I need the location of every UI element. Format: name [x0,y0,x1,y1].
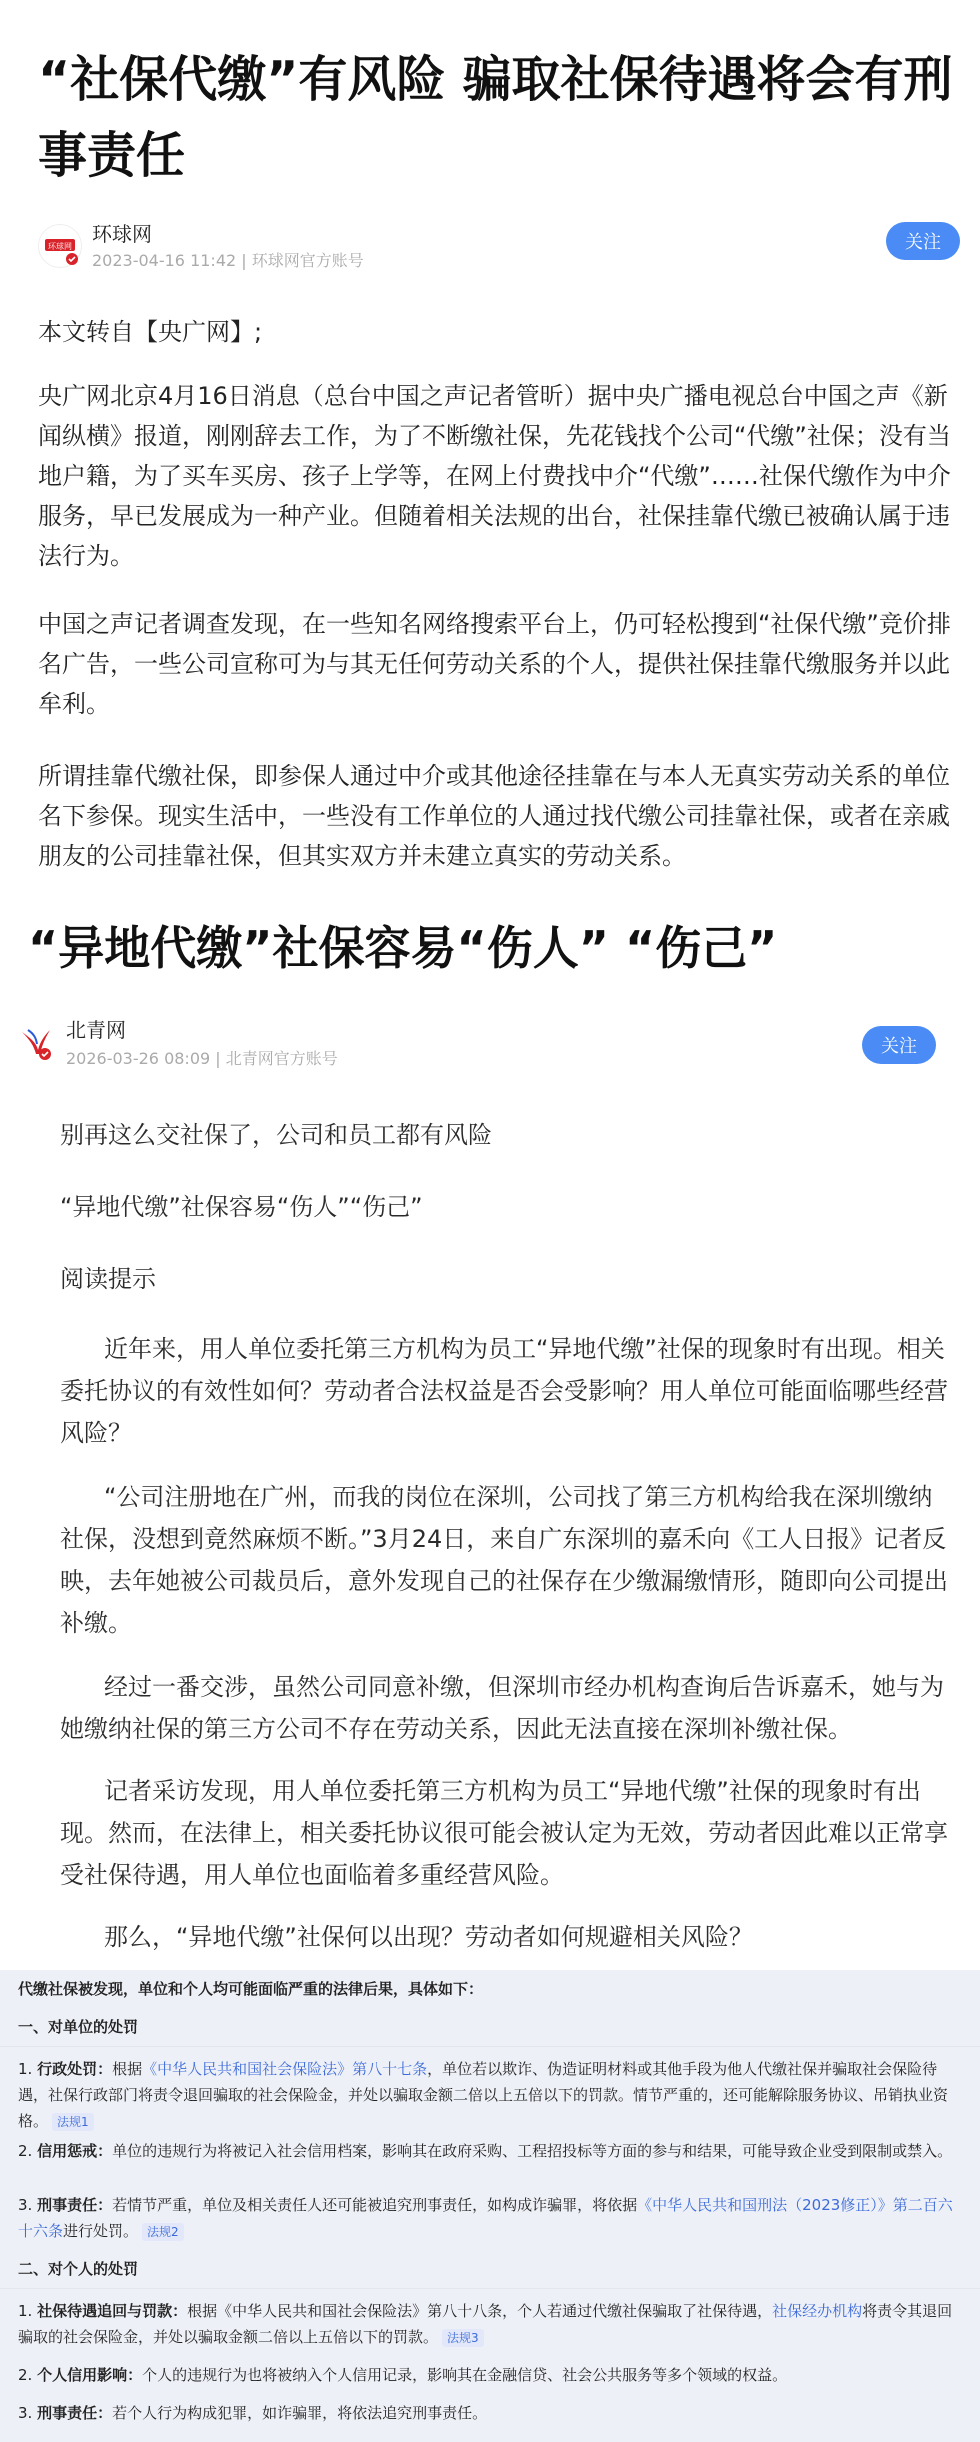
section-heading: 二、对个人的处罚 [18,2260,139,2278]
list-item: 3. 刑事责任：若情节严重，单位及相关责任人还可能被追究刑事责任，如构成诈骗罪，将依据《中华人民共和国刑法（2023修正）》第二百六十六条进行处罚。 法规2 [18,2196,953,2240]
section-heading: 一、对单位的处罚 [18,2018,139,2036]
source-bar-huanqiu [0,218,980,278]
law-tag[interactable]: 法规2 [142,2223,184,2241]
divider [0,2288,980,2289]
follow-button[interactable]: 关注 [862,1026,936,1064]
law-link[interactable]: 《中华人民共和国刑法（2023修正）》第二百六十六条 [18,2196,953,2240]
ai-answer-panel [0,1970,980,2442]
source-name[interactable]: 北青网 [66,1018,126,1042]
divider [0,2046,980,2047]
paragraph: 所谓挂靠代缴社保，即参保人通过中介或其他途径挂靠在与本人无真实劳动关系的单位名下参保。现实生活中，一些没有工作单位的人通过找代缴公司挂靠社保，或者在亲戚朋友的公司挂靠社保，但其实双方并未建立真实的劳动关系。 [38,762,950,870]
source-meta: 2026-03-26 08:09 | 北青网官方账号 [66,1049,338,1068]
paragraph: 中国之声记者调查发现，在一些知名网络搜索平台上，仍可轻松搜到“社保代缴”竞价排名广告，一些公司宣称可为与其无任何劳动关系的个人，提供社保挂靠代缴服务并以此牟利。 [38,610,951,718]
paragraph: 本文转自【央广网】; [38,318,263,346]
article-title: “异地代缴”社保容易“伤人” “伤己” [28,921,778,975]
list-item: 3. 刑事责任：若个人行为构成犯罪，如诈骗罪，将依法追究刑事责任。 [18,2404,488,2422]
law-link[interactable]: 《中华人民共和国社会保险法》第八十七条 [142,2060,428,2078]
beiqing-logo-icon[interactable] [14,1020,56,1062]
huanqiu-logo-icon[interactable] [38,224,82,268]
list-item: 1. 社保待遇追回与罚款：根据《中华人民共和国社会保险法》第八十八条，个人若通过代缴社保骗取了社保待遇，社保经办机构将责令其退回骗取的社会保险金，并处以骗取金额二倍以上五倍以下的罚款。 法规3 [18,2302,953,2346]
paragraph: 央广网北京4月16日消息（总台中国之声记者管昕）据中央广播电视总台中国之声《新闻纵横》报道，刚刚辞去工作，为了不断缴社保，先花钱找个公司“代缴”社保；没有当地户籍，为了买车买房、孩子上学等，在网上付费找中介“代缴”……社保代缴作为中介服务，早已发展成为一种产业。但随着相关法规的出台，社保挂靠代缴已被确认属于违法行为。 [38,382,951,570]
paragraph: 记者采访发现，用人单位委托第三方机构为员工“异地代缴”社保的现象时有出现。然而，在法律上，相关委托协议很可能会被认定为无效，劳动者因此难以正常享受社保待遇，用人单位也面临着多重经营风险。 [60,1777,948,1889]
source-name[interactable]: 环球网 [92,222,152,246]
follow-button[interactable]: 关注 [886,222,960,260]
article-title: “社保代缴”有风险 骗取社保待遇将会有刑事责任 [38,51,953,184]
subtitle-line: “异地代缴”社保容易“伤人”“伤己” [60,1193,423,1221]
list-item: 2. 信用惩戒：单位的违规行为将被记入社会信用档案，影响其在政府采购、工程招投标等方面的参与和结果，可能导致企业受到限制或禁入。 [18,2142,953,2160]
subtitle-line: 别再这么交社保了，公司和员工都有风险 [60,1121,492,1149]
reading-tip-label: 阅读提示 [60,1265,156,1293]
list-item: 2. 个人信用影响：个人的违规行为也将被纳入个人信用记录，影响其在金融信贷、社会公共服务等多个领域的权益。 [18,2366,788,2384]
source-bar-beiqing [0,1014,980,1074]
paragraph: “公司注册地在广州，而我的岗位在深圳，公司找了第三方机构给我在深圳缴纳社保，没想到竟然麻烦不断。”3月24日，来自广东深圳的嘉禾向《工人日报》记者反映，去年她被公司裁员后，意外发现自己的社保存在少缴漏缴情形，随即向公司提出补缴。 [60,1483,948,1637]
law-tag[interactable]: 法规3 [442,2329,484,2347]
source-meta: 2023-04-16 11:42 | 环球网官方账号 [92,251,364,270]
link[interactable]: 社保经办机构 [772,2302,863,2320]
paragraph: 经过一番交涉，虽然公司同意补缴，但深圳市经办机构查询后告诉嘉禾，她与为她缴纳社保的第三方公司不存在劳动关系，因此无法直接在深圳补缴社保。 [60,1673,944,1743]
panel-intro: 代缴社保被发现，单位和个人均可能面临严重的法律后果，具体如下： [18,1980,484,1998]
list-item: 1. 行政处罚：根据《中华人民共和国社会保险法》第八十七条，单位若以欺诈、伪造证明材料或其他手段为他人代缴社保并骗取社会保险待遇，社保行政部门将责令退回骗取的社会保险金，并处以骗取金额二倍以上五倍以下的罚款。情节严重的，还可能解除服务协议、吊销执业资格。 法规1 [18,2060,949,2130]
law-tag[interactable]: 法规1 [52,2113,94,2131]
paragraph: 近年来，用人单位委托第三方机构为员工“异地代缴”社保的现象时有出现。相关委托协议的有效性如何？劳动者合法权益是否会受影响？用人单位可能面临哪些经营风险？ [60,1335,948,1447]
paragraph: 那么，“异地代缴”社保何以出现？劳动者如何规避相关风险？ [104,1923,753,1951]
svg-text:环球网: 环球网 [48,242,72,251]
